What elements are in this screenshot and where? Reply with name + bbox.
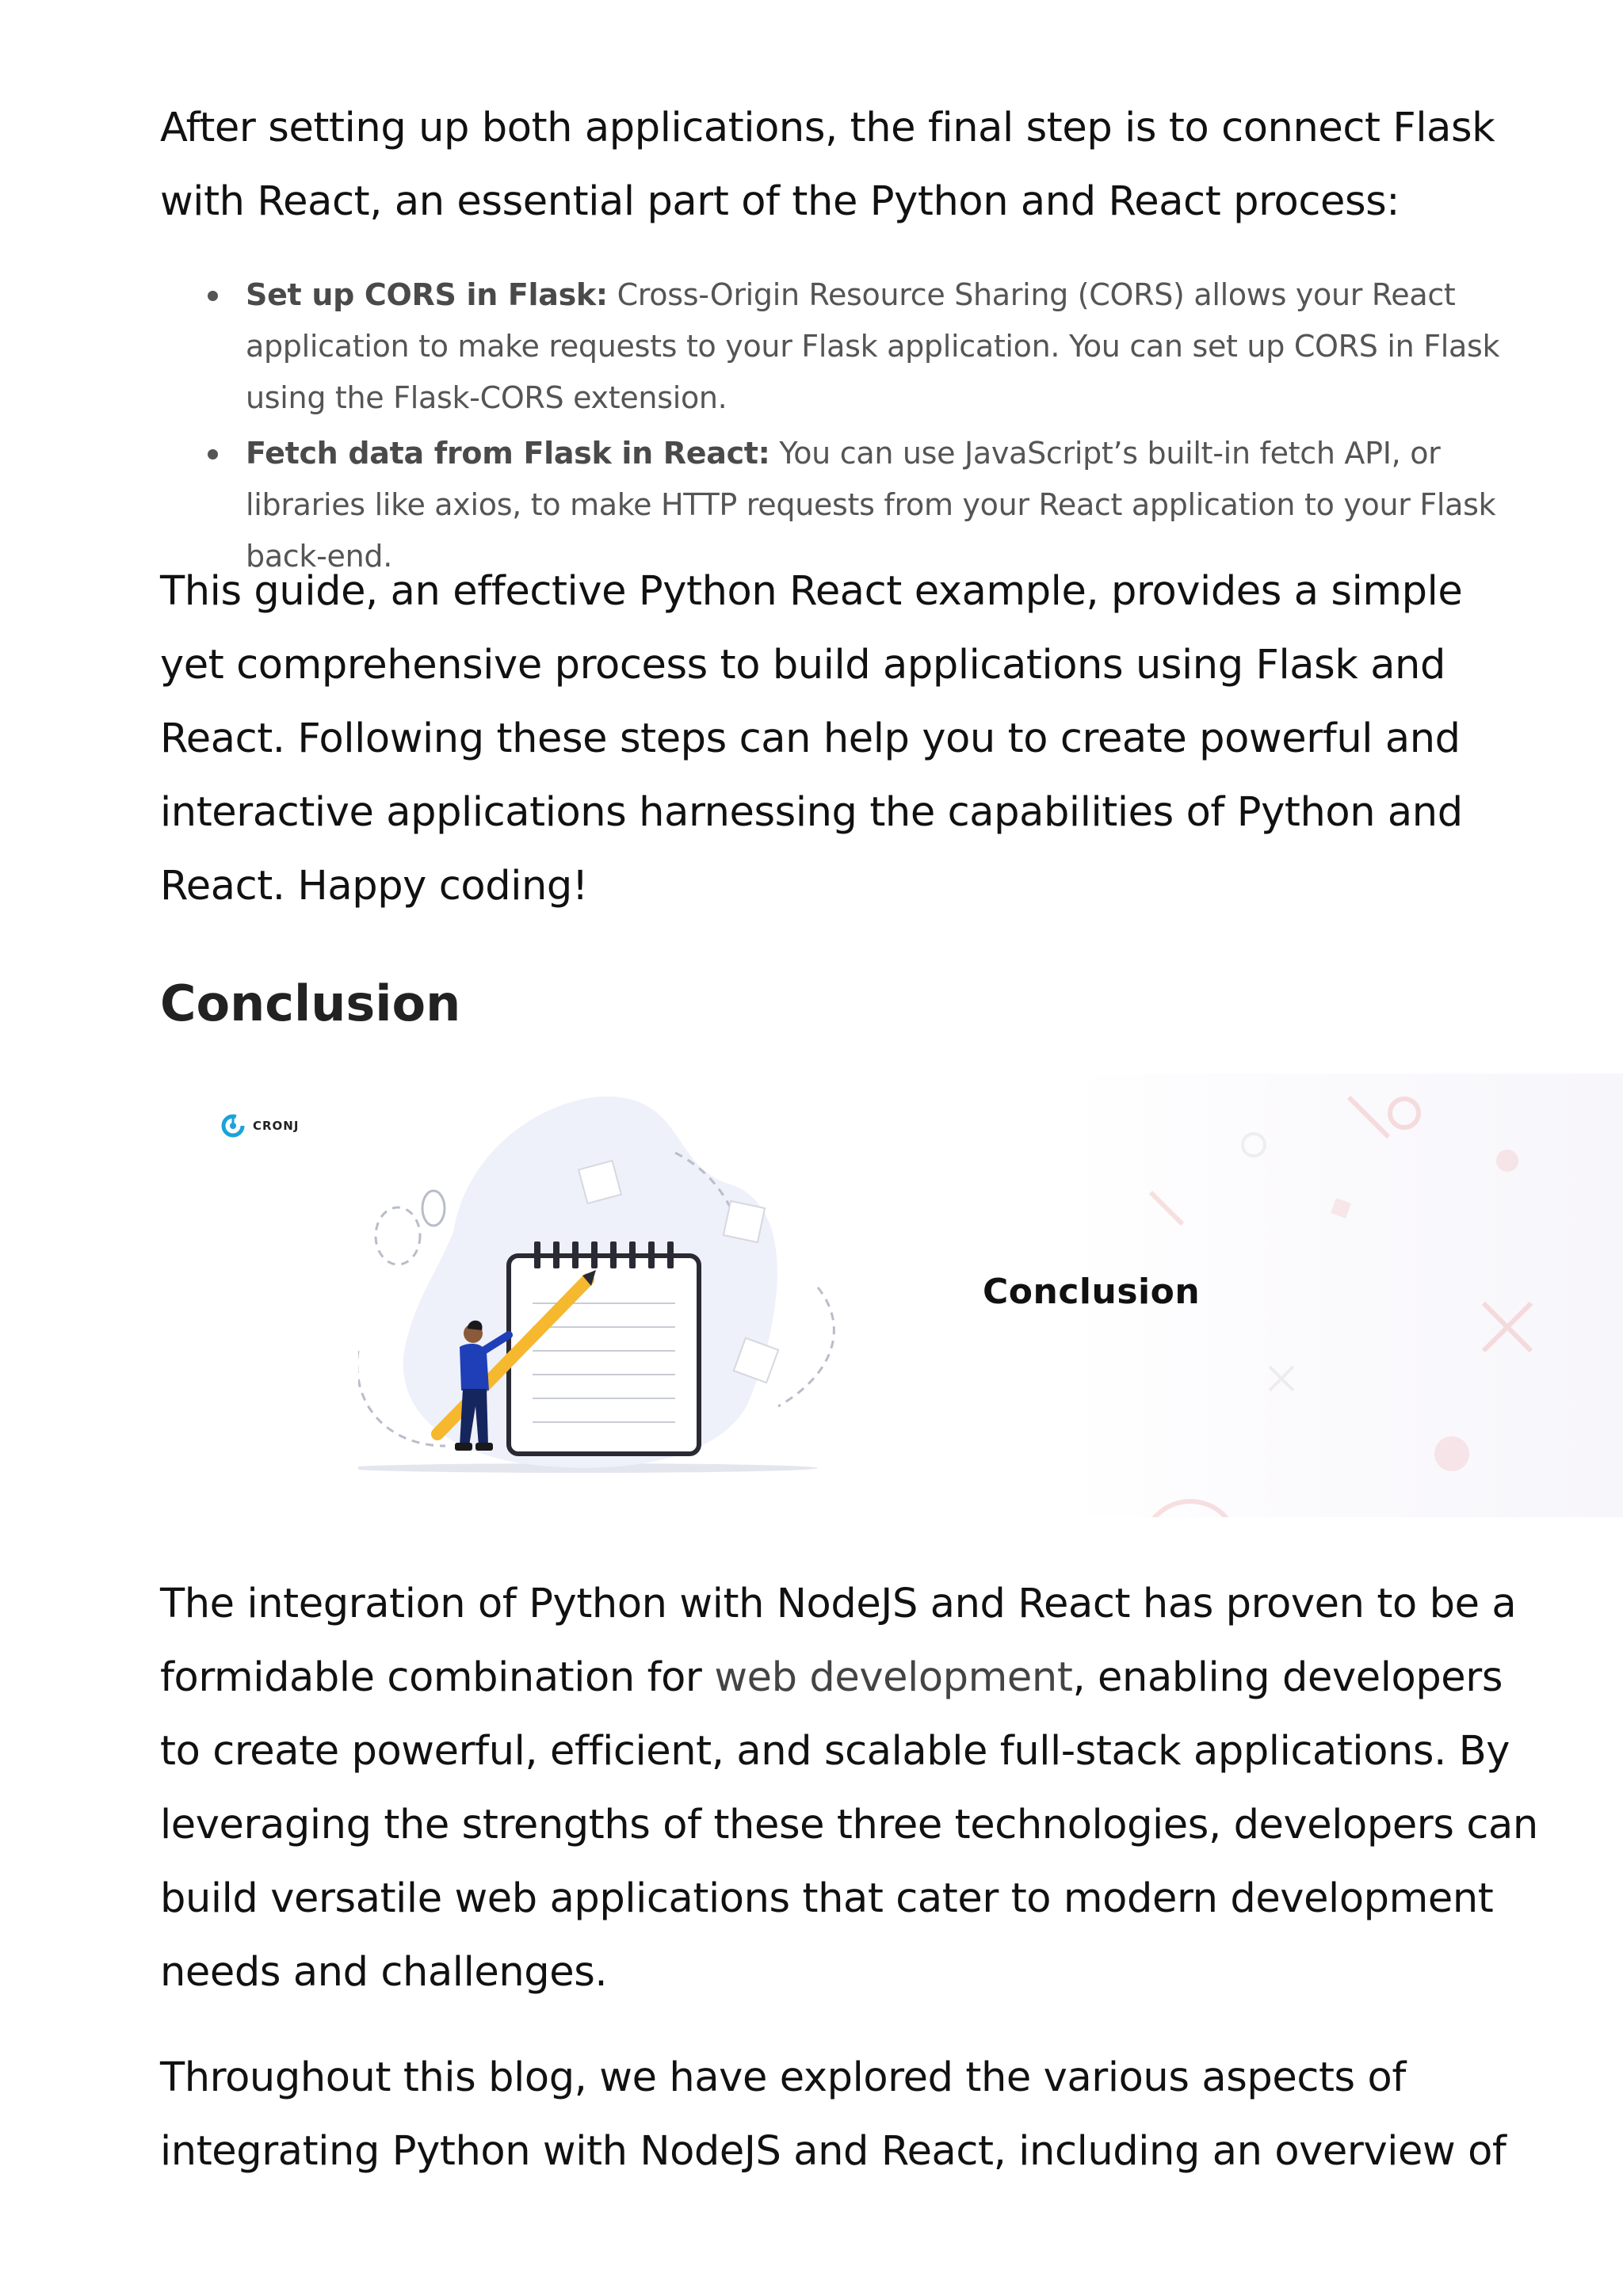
conclusion-text-start: The integration of Python with NodeJS and React has proven to be a formidable combination for	[160, 1581, 1517, 1701]
conclusion-banner-image	[160, 1074, 1623, 1517]
bullet-dot	[208, 449, 218, 460]
cronj-logo-icon	[220, 1112, 246, 1139]
conclusion-paragraph	[160, 1567, 1555, 2009]
list-item-label: Set up CORS in Flask:	[246, 277, 608, 312]
steps-list	[160, 269, 1523, 586]
web-development-link[interactable]: web development	[714, 1654, 1073, 1701]
list-item-text: You can use JavaScript’s built-in fetch API, or libraries like axios, to make HTTP requests from your React application to your Flask back-end.	[246, 436, 1496, 574]
list-item-text: Cross-Origin Resource Sharing (CORS) allows your React application to make requests to your Flask application. You can set up CORS in Flask using the Flask-CORS extension.	[246, 277, 1500, 415]
banner-title: Conclusion	[983, 1272, 1201, 1312]
cronj-logo-text: CRONJ	[253, 1119, 300, 1133]
notebook-illustration	[358, 1074, 897, 1517]
conclusion-text-end: , enabling developers to create powerful, efficient, and scalable full-stack applications. By leveraging the strengths of these three technologies, developers can build versatile web applications that cater to modern development needs and challenges.	[160, 1654, 1538, 1996]
conclusion-heading: Conclusion	[160, 974, 461, 1032]
cronj-logo	[220, 1112, 299, 1139]
intro-paragraph: After setting up both applications, the final step is to connect Flask with React, an essential part of the Python and React process:	[160, 105, 1495, 225]
list-item	[160, 269, 1523, 424]
list-item-label: Fetch data from Flask in React:	[246, 436, 770, 471]
bullet-dot	[208, 291, 218, 301]
throughout-paragraph: Throughout this blog, we have explored the various aspects of integrating Python with NodeJS and React, including an overview of	[160, 2054, 1507, 2175]
guide-paragraph: This guide, an effective Python React example, provides a simple yet comprehensive process to build applications using Flask and React. Following these steps can help you to create powerful and interactive applications harnessing the capabilities of Python and React. Happy coding!	[160, 568, 1463, 910]
